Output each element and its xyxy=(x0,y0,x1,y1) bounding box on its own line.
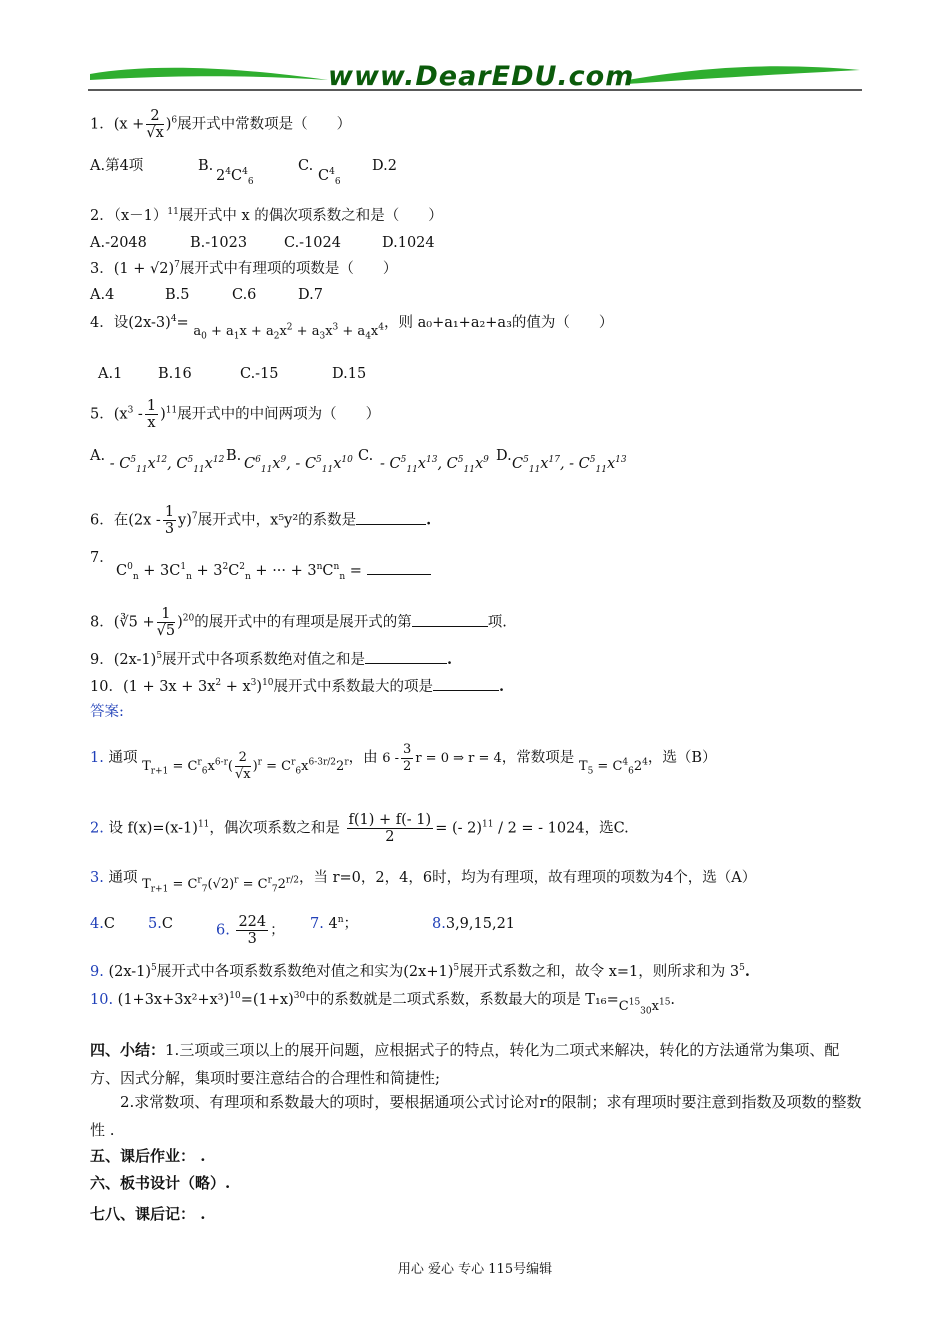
question-4-options: A.1 B.16 C.-15 D.15 xyxy=(98,366,367,382)
answer-1: 1. 通项 $T_{r+1} = C^r_6x^{6-r}$( $\frac{2}{√x}$ )$^r = C^r_6x^{6-3r/2}2^r$，由 6 - $\frac{3}{2}$ r = 0 ⇒ r = 4，常数项是 $T_5 = C^4_62^4$，选（B） xyxy=(90,742,717,782)
question-9: 9．$(2x-1)^5$展开式中各项系数绝对值之和是 . xyxy=(90,651,453,668)
board-design-heading: 六、板书设计（略）. xyxy=(90,1174,231,1192)
homework-heading: 五、课后作业： . xyxy=(90,1147,206,1165)
question-5: 5．($x^3$ - $\frac{1}{x}$ )$^{11}$展开式中的中间两项为（ ） xyxy=(90,398,381,431)
answers-4-8: 4.C 5.C 6. $\frac{224}{3}$ ； 7. 4$^n$； 8.3,9,15,21 xyxy=(90,914,516,947)
answer-blank-7[interactable] xyxy=(367,560,431,575)
summary-point-2: 2.求常数项、有理项和系数最大的项时，要根据通项公式讨论对r的限制；求有理项时要注意到指数及项数的整数性 . xyxy=(90,1093,862,1139)
question-2-options: A.-2048 B.-1023 C.-1024 D.1024 xyxy=(90,235,435,251)
page-footer: 用心 爱心 专心 115号编辑 xyxy=(397,1262,553,1277)
answer-blank-10[interactable] xyxy=(433,676,499,691)
question-3-options: A.4 B.5 C.6 D.7 xyxy=(90,287,323,303)
answer-blank-6[interactable] xyxy=(356,510,426,525)
question-6: 6．在(2x - $\frac{1}{3}$ y)$^7$展开式中，x⁵y²的系数是 . xyxy=(90,504,432,537)
question-3: 3．$(1 + √2)^7$展开式中有理项的项数是（ ） xyxy=(90,260,398,277)
question-1-options: A.第4项 B. $2^4C^4_6$ C. $C^4_6$ D.2 xyxy=(90,158,397,187)
question-1: 1．(x + $\frac{2}{√x}$ )$^6$展开式中常数项是（ ） xyxy=(90,108,352,141)
site-brand: www.DearEDU.com xyxy=(328,61,635,92)
answer-2: 2. 设 $f(x)=(x-1)^{11}$，偶次项系数之和是 $\frac{f(1) + f(- 1)}{2}$ = (- 2)$^{11}$ / 2 = - 1024，选C. xyxy=(90,812,629,845)
question-5-options: A. - $C^5_{11}x^{12}$, $C^5_{11}x^{12}$ B. $C^6_{11}x^9$, - $C^5_{11}x^{10}$ C. - $C^5_{11}x^{13}$, $C^5_{11}x^9$ D. $C^5_{11}x^{17}$, - $C^5_{11}x^{13}$ xyxy=(90,448,627,475)
header-banner xyxy=(88,58,862,98)
answers-title: 答案: xyxy=(90,704,124,720)
question-4: 4．设$(2x-3)^4= a_0 + a_1x + a_2x^2 + a_3x^3 + a_4x^4$，则 a₀+a₁+a₂+a₃的值为（ ） xyxy=(90,314,614,342)
answer-blank-9[interactable] xyxy=(365,649,447,664)
answer-blank-8[interactable] xyxy=(412,612,488,627)
question-8: 8．(∛5 + $\frac{1}{√5}$ )$^{20}$的展开式中的有理项是展开式的第 项. xyxy=(90,606,507,639)
question-7-expression: $C^0_n + 3C^1_n + 3^2C^2_n$ + ··· + $3^nC^n_n$ = xyxy=(116,560,431,581)
answer-3: 3. 通项 $T_{r+1} = C^r_7(√2)^r = C^r_72^{r/2}$，当 r=0，2，4，6时，均为有理项，故有理项的项数为4个，选（A） xyxy=(90,870,757,895)
question-7: 7． xyxy=(90,550,114,566)
question-2: 2．$(x-1)^{11}$展开式中 x 的偶次项系数之和是（ ） xyxy=(90,207,443,224)
answer-10: 10. $(1+3x+3x^2+x^3)^{10}=(1+x)^{30}$中的系数就是二项式系数，系数最大的项是 $T_{16}=C^{15}_{30}x^{15}$. xyxy=(90,991,676,1017)
answer-9: 9. $(2x-1)^5$展开式中各项系数系数绝对值之和实为$(2x+1)^5$展开式系数之和，故令 x=1，则所求和为 $3^5$. xyxy=(90,963,750,980)
reflection-heading: 七八、课后记： . xyxy=(90,1205,206,1223)
summary-section: 四、小结：1.三项或三项以上的展开问题，应根据式子的特点，转化为二项式来解决，转化的方法通常为集项、配方、因式分解，集项时要注意结合的合理性和简捷性; xyxy=(90,1041,840,1087)
question-10: 10．$(1 + 3x + 3x^2 + x^3)^{10}$展开式中系数最大的项是 . xyxy=(90,678,505,695)
